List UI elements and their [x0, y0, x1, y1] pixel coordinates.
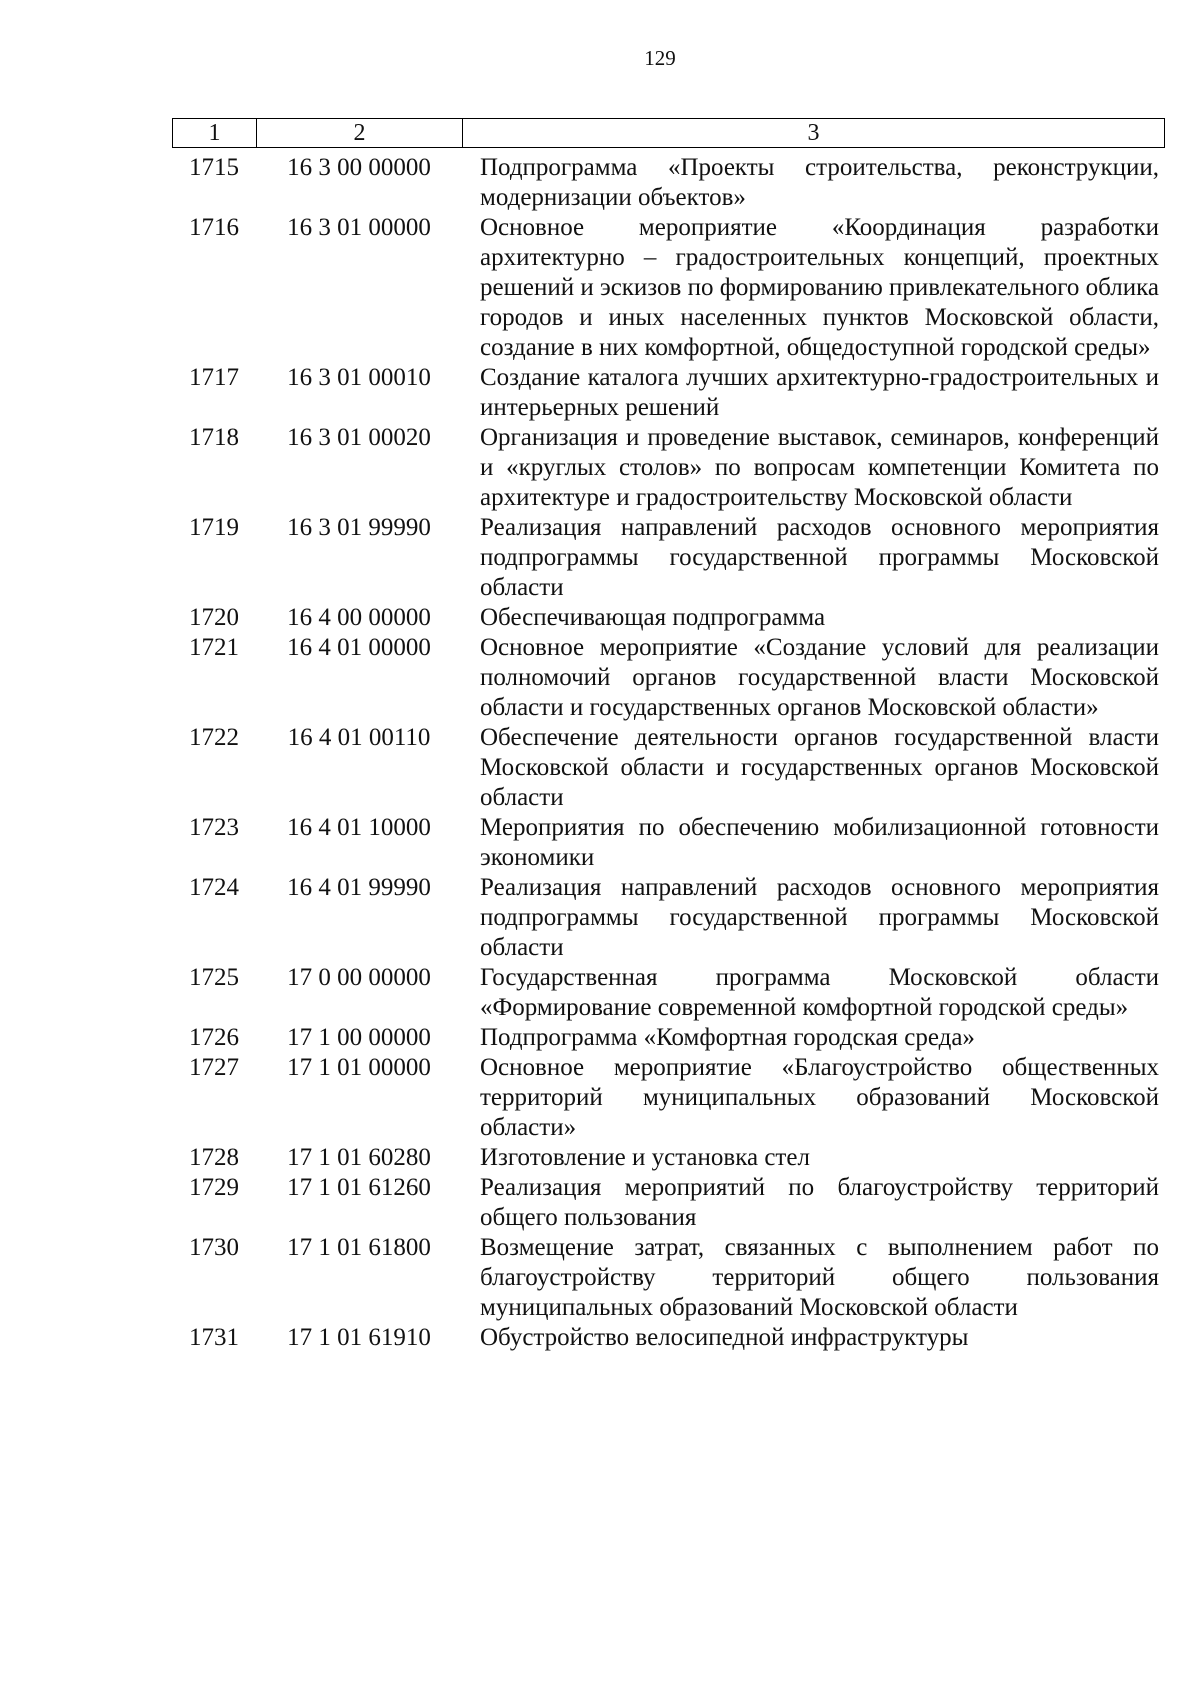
row-code: 17 1 01 61260: [287, 1174, 431, 1201]
row-description: Обеспечивающая подпрограмма: [480, 604, 826, 631]
row-number: 1715: [189, 154, 239, 181]
row-description: Создание каталога лучших архитектурно-градостроительных и интерьерных решений: [480, 364, 1159, 421]
row-description: Мероприятия по обеспечению мобилизационной готовности экономики: [480, 814, 1159, 871]
header-col-2: 2: [257, 119, 463, 147]
row-description: Изготовление и установка стел: [480, 1144, 810, 1171]
row-number: 1725: [189, 964, 239, 991]
table-row: [172, 213, 1165, 363]
table-row: [172, 873, 1165, 963]
row-number: 1730: [189, 1234, 239, 1261]
table-row: [172, 1233, 1165, 1323]
table-row: [172, 513, 1165, 603]
row-code: 16 4 01 10000: [287, 814, 431, 841]
table-row: [172, 1023, 1165, 1053]
row-code: 16 4 01 00000: [287, 634, 431, 661]
row-code: 16 4 01 00110: [287, 724, 431, 751]
row-code: 16 4 00 00000: [287, 604, 431, 631]
table-row: [172, 363, 1165, 423]
row-code: 16 3 01 00000: [287, 214, 431, 241]
row-description: Основное мероприятие «Благоустройство общественных территорий муниципальных образований Московской области»: [480, 1054, 1159, 1141]
row-description: Обеспечение деятельности органов государственной власти Московской области и государственных органов Московской области: [480, 724, 1159, 811]
row-code: 17 1 01 61910: [287, 1324, 431, 1351]
row-number: 1719: [189, 514, 239, 541]
header-col-1: 1: [173, 119, 257, 147]
table-row: [172, 963, 1165, 1023]
table-row: [172, 603, 1165, 633]
row-number: 1716: [189, 214, 239, 241]
row-number: 1718: [189, 424, 239, 451]
table-header: [172, 118, 1165, 148]
row-number: 1727: [189, 1054, 239, 1081]
row-description: Реализация направлений расходов основного мероприятия подпрограммы государственной программы Московской области: [480, 514, 1159, 601]
table-row: [172, 153, 1165, 213]
row-code: 17 0 00 00000: [287, 964, 431, 991]
table-row: [172, 1173, 1165, 1233]
row-code: 17 1 00 00000: [287, 1024, 431, 1051]
row-code: 16 3 00 00000: [287, 154, 431, 181]
table-row: [172, 423, 1165, 513]
row-code: 17 1 01 60280: [287, 1144, 431, 1171]
row-description: Основное мероприятие «Создание условий для реализации полномочий органов государственной власти Московской области и государственных органов Московской области»: [480, 634, 1159, 721]
row-code: 16 4 01 99990: [287, 874, 431, 901]
row-code: 17 1 01 00000: [287, 1054, 431, 1081]
row-code: 16 3 01 00010: [287, 364, 431, 391]
row-number: 1723: [189, 814, 239, 841]
page-number: 129: [644, 46, 676, 70]
table-row: [172, 1143, 1165, 1173]
row-number: 1726: [189, 1024, 239, 1051]
table-row: [172, 1323, 1165, 1353]
row-number: 1717: [189, 364, 239, 391]
row-description: Возмещение затрат, связанных с выполнением работ по благоустройству территорий общего пользования муниципальных образований Московской области: [480, 1234, 1159, 1321]
table-row: [172, 723, 1165, 813]
row-number: 1728: [189, 1144, 239, 1171]
row-number: 1731: [189, 1324, 239, 1351]
header-col-3: 3: [807, 120, 820, 146]
row-number: 1724: [189, 874, 239, 901]
row-description: Государственная программа Московской области «Формирование современной комфортной городской среды»: [480, 964, 1159, 1021]
row-number: 1720: [189, 604, 239, 631]
row-description: Подпрограмма «Комфортная городская среда»: [480, 1024, 975, 1051]
row-number: 1722: [189, 724, 239, 751]
row-number: 1729: [189, 1174, 239, 1201]
row-description: Основное мероприятие «Координация разработки архитектурно – градостроительных концепций, проектных решений и эскизов по формированию привлекательного облика городов и иных населенных пунктов Московской области, создание в них комфортной, общедоступной городской среды»: [480, 214, 1159, 361]
table-body: [172, 153, 1165, 1353]
table-row: [172, 633, 1165, 723]
table-row: [172, 813, 1165, 873]
row-description: Подпрограмма «Проекты строительства, реконструкции, модернизации объектов»: [480, 154, 1159, 211]
row-number: 1721: [189, 634, 239, 661]
row-description: Обустройство велосипедной инфраструктуры: [480, 1324, 969, 1351]
row-code: 16 3 01 00020: [287, 424, 431, 451]
row-code: 17 1 01 61800: [287, 1234, 431, 1261]
row-description: Организация и проведение выставок, семинаров, конференций и «круглых столов» по вопросам компетенции Комитета по архитектуре и градостроительству Московской области: [480, 424, 1159, 511]
row-description: Реализация направлений расходов основного мероприятия подпрограммы государственной программы Московской области: [480, 874, 1159, 961]
row-description: Реализация мероприятий по благоустройству территорий общего пользования: [480, 1174, 1159, 1231]
table-row: [172, 1053, 1165, 1143]
row-code: 16 3 01 99990: [287, 514, 431, 541]
